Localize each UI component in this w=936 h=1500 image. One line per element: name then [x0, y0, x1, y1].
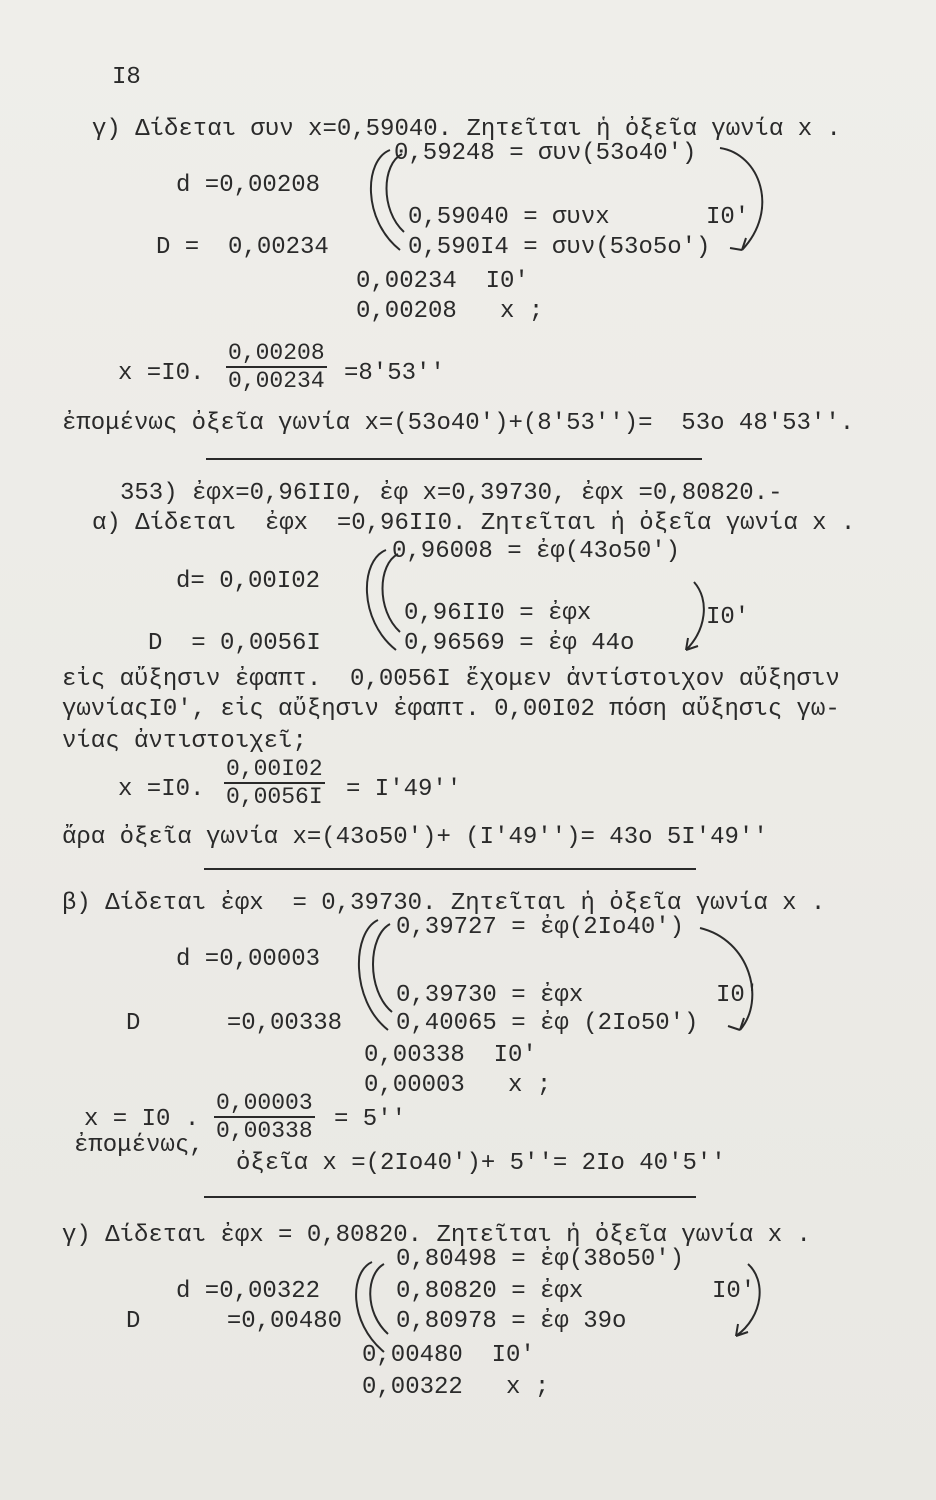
- s1-x-pre: x =I0.: [118, 360, 205, 387]
- s4-right-arrow: [730, 1260, 770, 1350]
- s1-right-arrow: [720, 140, 780, 260]
- s2-row2-ten: I0′: [706, 604, 750, 631]
- s1-prop1: 0,00234 I0′: [356, 268, 529, 295]
- s3-prop1: 0,00338 I0′: [364, 1042, 537, 1069]
- s3-fraction: [214, 1090, 315, 1144]
- s4-row3: 0,80978 = ἐφ 39ο: [396, 1308, 627, 1335]
- s1-denominator: 0,00234: [228, 368, 325, 394]
- s2-result: ἄρα ὀξεῖα γωνία x=(43ο50′)+ (I′49′′)= 43ο 5I′49′′: [62, 824, 768, 851]
- s1-row1: 0,59248 = συν(53ο40′): [394, 140, 697, 167]
- s2-right-arrow: [680, 580, 720, 660]
- s1-x-post: =8′53′′: [344, 360, 445, 387]
- divider-3: [204, 1196, 696, 1198]
- s1-left-bracket: [360, 150, 420, 260]
- s3-right-arrow: [700, 920, 760, 1040]
- s1-row2: 0,59040 = συνx: [408, 204, 610, 231]
- page-number: I8: [112, 64, 141, 91]
- s3-numerator: 0,00003: [216, 1090, 313, 1116]
- s3-d: d =0,00003: [176, 946, 321, 973]
- s3-D: D =0,00338: [126, 1010, 343, 1037]
- divider-1: [206, 458, 702, 460]
- s2-denominator: 0,0056I: [226, 784, 323, 810]
- s2-numerator: 0,00I02: [226, 756, 323, 782]
- s3-row3: 0,40065 = ἐφ (2Ιο50′): [396, 1010, 699, 1037]
- s1-row3: 0,590I4 = συν(53ο5ο′): [408, 234, 711, 261]
- s1-d: d =0,00208: [176, 172, 321, 199]
- s4-heading: γ) Δίδεται ἐφx = 0,80820. Ζητεῖται ἡ ὀξεῖα γωνία x .: [62, 1222, 811, 1249]
- divider-2: [204, 868, 696, 870]
- s3-epomenos: ἐπομένως,: [74, 1132, 204, 1159]
- s3-result: ὀξεῖα x =(2Ιο40′)+ 5′′= 2Ιο 40′5′′: [236, 1150, 726, 1177]
- s2-x-post: = I′49′′: [346, 776, 462, 803]
- s3-x-pre: x = I0 .: [84, 1106, 200, 1133]
- s2-fraction: [224, 756, 325, 810]
- s4-row1: 0,80498 = ἐφ(38ο50′): [396, 1246, 685, 1273]
- s2-left-bracket: [356, 550, 416, 660]
- s3-denominator: 0,00338: [216, 1118, 313, 1144]
- s2-d: d= 0,00I02: [176, 568, 321, 595]
- s2-x-pre: x =I0.: [118, 776, 205, 803]
- s1-numerator: 0,00208: [228, 340, 325, 366]
- s3-left-bracket: [348, 920, 408, 1040]
- s3-x-post: = 5′′: [334, 1106, 407, 1133]
- s3-prop2: 0,00003 x ;: [364, 1072, 552, 1099]
- s3-row2-ten: I0′: [716, 982, 760, 1009]
- s2-row2: 0,96II0 = ἐφx: [404, 600, 592, 627]
- s1-heading: γ) Δίδεται συν x=0,59040. Ζητεῖται ἡ ὀξεῖα γωνία x .: [92, 116, 841, 143]
- s2-row3: 0,96569 = ἐφ 44ο: [404, 630, 635, 657]
- s2-row1: 0,96008 = ἐφ(43ο50′): [392, 538, 681, 565]
- s3-heading: β) Δίδεται ἐφx = 0,39730. Ζητεῖται ἡ ὀξεῖα γωνία x .: [62, 890, 826, 917]
- s4-row2: 0,80820 = ἐφx: [396, 1278, 584, 1305]
- s4-prop1: 0,00480 I0′: [362, 1342, 535, 1369]
- s1-prop2: 0,00208 x ;: [356, 298, 544, 325]
- s4-d: d =0,00322: [176, 1278, 321, 1305]
- s2-D: D = 0,0056I: [148, 630, 321, 657]
- s2-given: 353) ἐφx=0,96II0, ἐφ x=0,39730, ἐφx =0,80820.-: [120, 480, 783, 507]
- s2-text1: εἰς αὔξησιν ἐφαπτ. 0,0056I ἔχομεν ἀντίστοιχον αὔξησιν: [62, 666, 840, 693]
- s4-row2-ten: I0′: [712, 1278, 756, 1305]
- s1-fraction: [226, 340, 327, 394]
- s2-text2: γωνίαςI0′, εἰς αὔξησιν ἐφαπτ. 0,00I02 πόση αὔξησις γω-: [62, 696, 840, 723]
- s1-result: ἐπομένως ὀξεῖα γωνία x=(53ο40′)+(8′53′′)= 53ο 48′53′′.: [62, 410, 855, 437]
- s1-row2-ten: I0′: [706, 204, 750, 231]
- s2-text3: νίας ἀντιστοιχεῖ;: [62, 728, 307, 755]
- s1-D: D = 0,00234: [156, 234, 329, 261]
- s2-heading: α) Δίδεται ἐφx =0,96II0. Ζητεῖται ἡ ὀξεῖα γωνία x .: [92, 510, 856, 537]
- s4-prop2: 0,00322 x ;: [362, 1374, 550, 1401]
- s3-row2: 0,39730 = ἐφx: [396, 982, 584, 1009]
- s4-D: D =0,00480: [126, 1308, 343, 1335]
- s3-row1: 0,39727 = ἐφ(2Ιο40′): [396, 914, 685, 941]
